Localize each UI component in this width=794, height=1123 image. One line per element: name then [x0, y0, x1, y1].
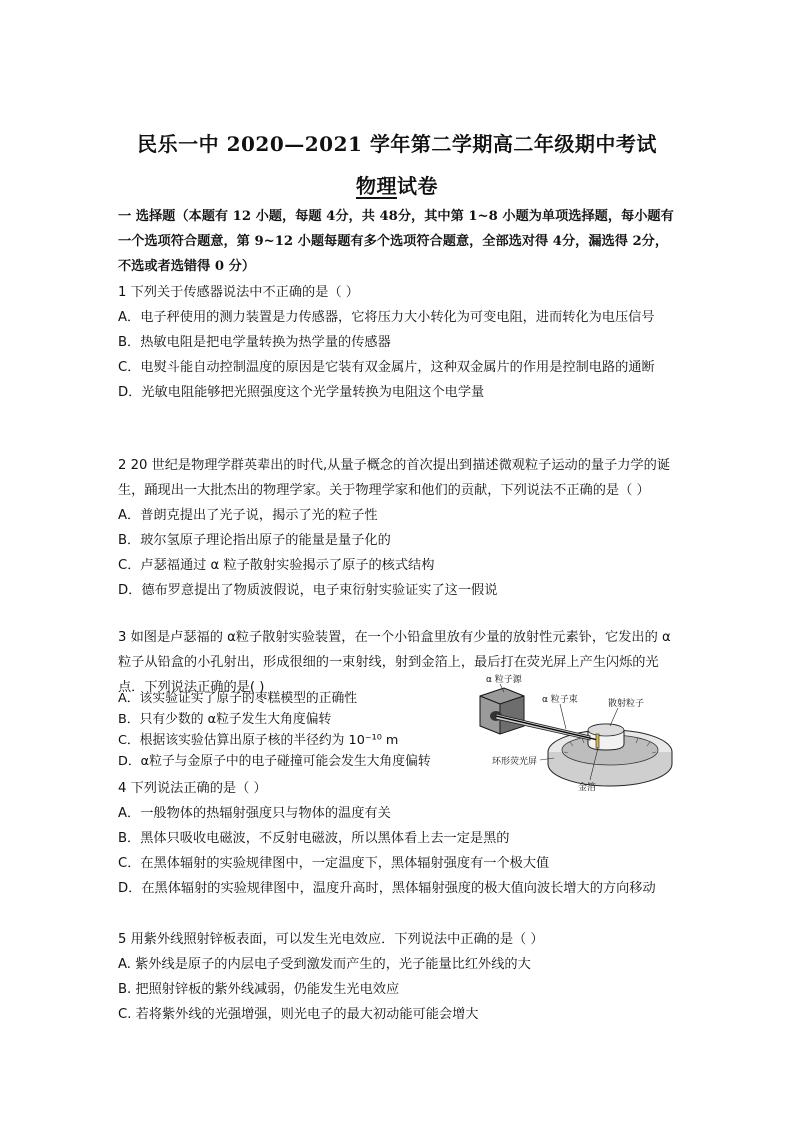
question-4	[118, 776, 678, 901]
option-b: B．热敏电阻是把电学量转换为热学量的传感器	[118, 335, 391, 350]
option-a: A．电子秤使用的测力装置是力传感器，它将压力大小转化为可变电阻，进而转化为电压信号	[118, 310, 655, 325]
label-gold-foil: 金箔	[578, 783, 597, 793]
option-c: C．卢瑟福通过 α 粒子散射实验揭示了原子的核式结构	[118, 558, 435, 573]
question-2	[118, 453, 678, 603]
option-b: B．黑体只吸收电磁波，不反射电磁波，所以黑体看上去一定是黑的	[118, 831, 510, 846]
option-b: B. 把照射锌板的紫外线减弱，仍能发生光电效应	[118, 982, 400, 997]
question-1	[118, 280, 678, 405]
option-a: A．该实验证实了原子的枣糕模型的正确性	[118, 691, 358, 706]
label-alpha-source: α 粒子源	[486, 675, 522, 685]
label-alpha-beam: α 粒子束	[542, 695, 578, 705]
subtitle-suffix: 试卷	[397, 174, 438, 198]
question-stem: 1 下列关于传感器说法中不正确的是（ ）	[118, 285, 359, 300]
detector-top	[588, 724, 624, 736]
label-ring-screen: 环形荧光屏	[492, 757, 538, 767]
label-scattered-particles: 散射粒子	[608, 699, 645, 709]
option-b: B．只有少数的 α粒子发生大角度偏转	[118, 712, 332, 727]
question-stem: 3 如图是卢瑟福的 α粒子散射实验装置，在一个小铅盒里放有少量的放射性元素钋，它发出的 α粒子从铅盒的小孔射出，形成很细的一束射线，射到金箔上，最后打在荧光屏上产生闪烁的光点．下列说法正确的是( )	[118, 630, 671, 695]
section-heading: 一 选择题（本题有 12 小题，每题 4分，共 48分，其中第 1~8 小题为单项选择题，每小题有一个选项符合题意，第 9~12 小题每题有多个选项符合题意，全部选对得 4分，漏选得 2分，不选或者选错得 0 分）	[118, 209, 674, 274]
option-a: A．普朗克提出了光子说，揭示了光的粒子性	[118, 508, 378, 523]
option-d: D．在黑体辐射的实验规律图中，温度升高时，黑体辐射强度的极大值向波长增大的方向移动	[118, 881, 656, 896]
exam-title: 民乐一中 2020—2021 学年第二学期高二年级期中考试	[137, 132, 657, 156]
option-d: D．德布罗意提出了物质波假说，电子束衍射实验证实了这一假说	[118, 583, 498, 598]
question-stem: 4 下列说法正确的是（ ）	[118, 781, 267, 796]
option-a: A．一般物体的热辐射强度只与物体的温度有关	[118, 806, 391, 821]
question-5	[118, 927, 678, 1027]
option-c: C．电熨斗能自动控制温度的原因是它装有双金属片，这种双金属片的作用是控制电路的通断	[118, 360, 655, 375]
question-stem: 5 用紫外线照射锌板表面，可以发生光电效应．下列说法中正确的是（ ）	[118, 932, 544, 947]
option-c: C. 若将紫外线的光强增强，则光电子的最大初动能可能会增大	[118, 1007, 479, 1022]
option-d: D．α粒子与金原子中的电子碰撞可能会发生大角度偏转	[118, 754, 431, 769]
option-d: D．光敏电阻能够把光照强度这个光学量转换为电阻这个电学量	[118, 385, 485, 400]
option-b: B．玻尔氢原子理论指出原子的能量是量子化的	[118, 533, 391, 548]
exam-subtitle	[0, 170, 794, 199]
subject-name: 物理	[356, 174, 397, 198]
question-stem: 2 20 世纪是物理学群英辈出的时代,从量子概念的首次提出到描述微观粒子运动的量子力学的诞生，踊现出一大批杰出的物理学家。关于物理学家和他们的贡献，下列说法不正确的是（ ）	[118, 458, 671, 498]
option-c: C．根据该实验估算出原子核的半径约为 10⁻¹⁰ m	[118, 733, 399, 748]
option-a: A. 紫外线是原子的内层电子受到激发而产生的，光子能量比红外线的大	[118, 957, 531, 972]
gold-foil	[596, 734, 599, 748]
option-c: C．在黑体辐射的实验规律图中，一定温度下，黑体辐射强度有一个极大值	[118, 856, 550, 871]
